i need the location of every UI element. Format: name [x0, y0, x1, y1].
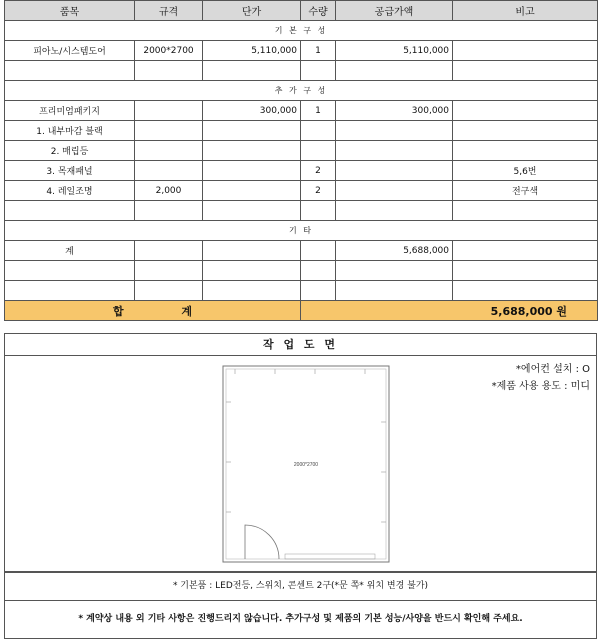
total-row	[5, 301, 598, 321]
cell-spec: 2000*2700	[135, 41, 203, 61]
header-note: 비고	[453, 1, 598, 21]
table-row	[5, 121, 598, 141]
header-unit-price: 단가	[203, 1, 301, 21]
header-spec: 규격	[135, 1, 203, 21]
cell-spec	[135, 121, 203, 141]
contract-notice: * 계약상 내용 외 기타 사항은 진행드리지 않습니다. 추가구성 및 제품의 기본 성능/사양을 반드시 확인해 주세요.	[4, 600, 597, 639]
cell-qty	[301, 141, 336, 161]
cell-unit-price	[203, 141, 301, 161]
drawing-title: 작 업 도 면	[4, 333, 597, 356]
cell-supply	[336, 141, 453, 161]
cell-supply	[336, 181, 453, 201]
cell-note	[453, 141, 598, 161]
section-additional-label: 추 가 구 성	[5, 81, 598, 101]
table-row	[5, 261, 598, 281]
cell-item: 2. 매립등	[5, 141, 135, 161]
plan-dimension: 2000*2700	[293, 462, 319, 468]
cell-spec	[135, 141, 203, 161]
cell-supply: 5,110,000	[336, 41, 453, 61]
floor-plan	[215, 362, 397, 566]
cell-item: 1. 내부마감 블랙	[5, 121, 135, 141]
table-row	[5, 101, 598, 121]
cell-unit-price: 5,110,000	[203, 41, 301, 61]
cell-spec: 2,000	[135, 181, 203, 201]
usage-note: *제품 사용 용도 : 미디	[491, 381, 590, 392]
cell-supply: 5,688,000	[336, 241, 453, 261]
section-basic-label: 기 본 구 성	[5, 21, 598, 41]
cell-qty: 1	[301, 41, 336, 61]
cell-unit-price	[203, 181, 301, 201]
cell-note	[453, 101, 598, 121]
table-row	[5, 61, 598, 81]
cell-item: 3. 목재패널	[5, 161, 135, 181]
cell-item: 4. 레일조명	[5, 181, 135, 201]
header-row	[5, 1, 598, 21]
header-qty: 수량	[301, 1, 336, 21]
table-row	[5, 181, 598, 201]
cell-note: 전구색	[453, 181, 598, 201]
cell-item: 프리미엄패키지	[5, 101, 135, 121]
cell-item: 피아노/시스템도어	[5, 41, 135, 61]
cell-unit-price: 300,000	[203, 101, 301, 121]
cell-unit-price	[203, 121, 301, 141]
total-label-a: 합	[113, 304, 124, 318]
cell-qty	[301, 121, 336, 141]
total-label	[5, 301, 301, 321]
cell-note	[453, 121, 598, 141]
quote-table	[4, 0, 598, 321]
header-item: 품목	[5, 1, 135, 21]
table-row	[5, 201, 598, 221]
section-other	[5, 221, 598, 241]
table-row	[5, 281, 598, 301]
cell-spec	[135, 161, 203, 181]
cell-supply	[336, 161, 453, 181]
cell-supply: 300,000	[336, 101, 453, 121]
header-supply: 공급가액	[336, 1, 453, 21]
section-other-label: 기 타	[5, 221, 598, 241]
cell-qty: 2	[301, 181, 336, 201]
total-amount: 5,688,000 원	[301, 301, 598, 321]
table-row	[5, 161, 598, 181]
total-label-b: 계	[181, 304, 192, 318]
basic-items-note: * 기본품 : LED전등, 스위치, 콘센트 2구(*문 쪽* 위치 변경 불가)	[4, 571, 597, 601]
drawing-box	[4, 355, 597, 573]
drawing-notes	[492, 361, 590, 395]
cell-note: 5,6번	[453, 161, 598, 181]
cell-note	[453, 41, 598, 61]
table-row	[5, 41, 598, 61]
table-row	[5, 141, 598, 161]
cell-item: 계	[5, 241, 135, 261]
table-row	[5, 241, 598, 261]
section-additional	[5, 81, 598, 101]
section-basic	[5, 21, 598, 41]
aircon-note: *에어컨 설치 : O	[515, 364, 590, 375]
cell-supply	[336, 121, 453, 141]
cell-qty: 2	[301, 161, 336, 181]
cell-spec	[135, 101, 203, 121]
cell-qty: 1	[301, 101, 336, 121]
cell-unit-price	[203, 161, 301, 181]
